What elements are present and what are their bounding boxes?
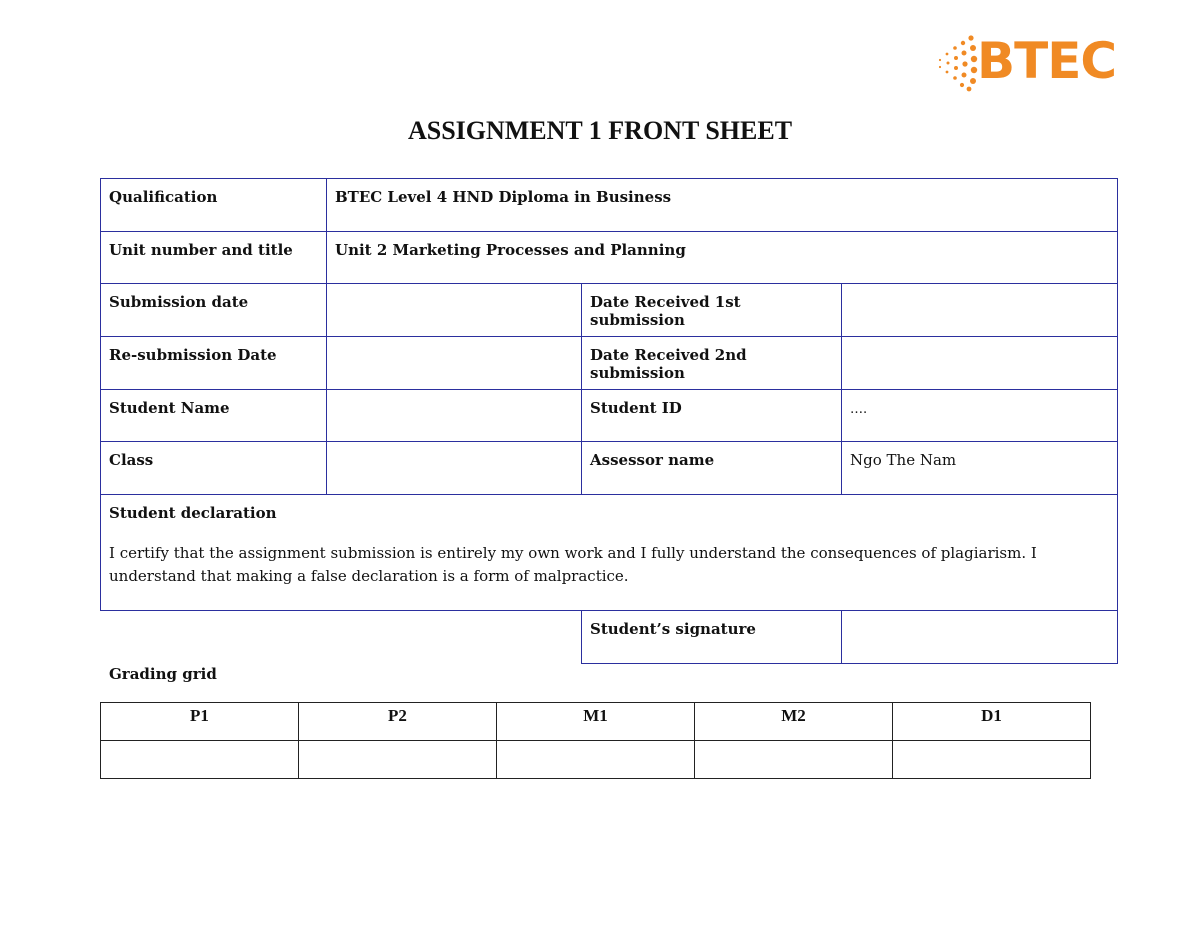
grading-value-row — [101, 741, 1091, 779]
unit-value: Unit 2 Marketing Processes and Planning — [335, 241, 686, 259]
grade-header-d1: D1 — [893, 703, 1091, 741]
signature-label: Student’s signature — [590, 620, 756, 638]
logo-wordmark: BTEC — [977, 32, 1117, 90]
grading-grid-title: Grading grid — [109, 665, 217, 683]
grade-cell-m2[interactable] — [695, 741, 893, 779]
student-id-field[interactable]: …. — [850, 402, 868, 417]
grade-cell-d1[interactable] — [893, 741, 1091, 779]
grade-header-p1: P1 — [101, 703, 299, 741]
student-id-label: Student ID — [590, 399, 682, 417]
signature-field[interactable] — [842, 611, 1117, 663]
unit-label: Unit number and title — [109, 241, 293, 259]
grading-grid — [100, 702, 1091, 779]
student-name-field[interactable] — [327, 390, 581, 441]
qualification-value: BTEC Level 4 HND Diploma in Business — [335, 188, 672, 206]
date-received-2-field[interactable] — [842, 337, 1117, 389]
assessor-label: Assessor name — [590, 451, 715, 469]
submission-date-label: Submission date — [109, 293, 249, 311]
student-name-label: Student Name — [109, 399, 230, 417]
btec-logo — [935, 34, 1125, 92]
date-received-1-field[interactable] — [842, 284, 1117, 336]
qualification-label: Qualification — [109, 188, 218, 206]
class-field[interactable] — [327, 442, 581, 494]
resubmission-date-label: Re-submission Date — [109, 346, 277, 364]
submission-date-field[interactable] — [327, 284, 581, 336]
assessor-field[interactable]: Ngo The Nam — [850, 451, 957, 469]
date-received-1-label: Date Received 1st submission — [590, 293, 741, 329]
dots-icon — [935, 34, 979, 92]
grade-cell-p1[interactable] — [101, 741, 299, 779]
declaration-title: Student declaration — [109, 504, 277, 522]
grade-header-m2: M2 — [695, 703, 893, 741]
grading-header-row — [101, 703, 1091, 741]
class-label: Class — [109, 451, 154, 469]
grade-cell-m1[interactable] — [497, 741, 695, 779]
declaration-text: I certify that the assignment submission is entirely my own work and I fully understand the consequences of plagiarism. I understand that making a false declaration is a form of malpractice. — [109, 544, 1037, 585]
page-title: ASSIGNMENT 1 FRONT SHEET — [407, 116, 793, 145]
grade-header-p2: P2 — [299, 703, 497, 741]
resubmission-date-field[interactable] — [327, 337, 581, 389]
grade-header-m1: M1 — [497, 703, 695, 741]
date-received-2-label: Date Received 2nd submission — [590, 346, 747, 382]
grade-cell-p2[interactable] — [299, 741, 497, 779]
